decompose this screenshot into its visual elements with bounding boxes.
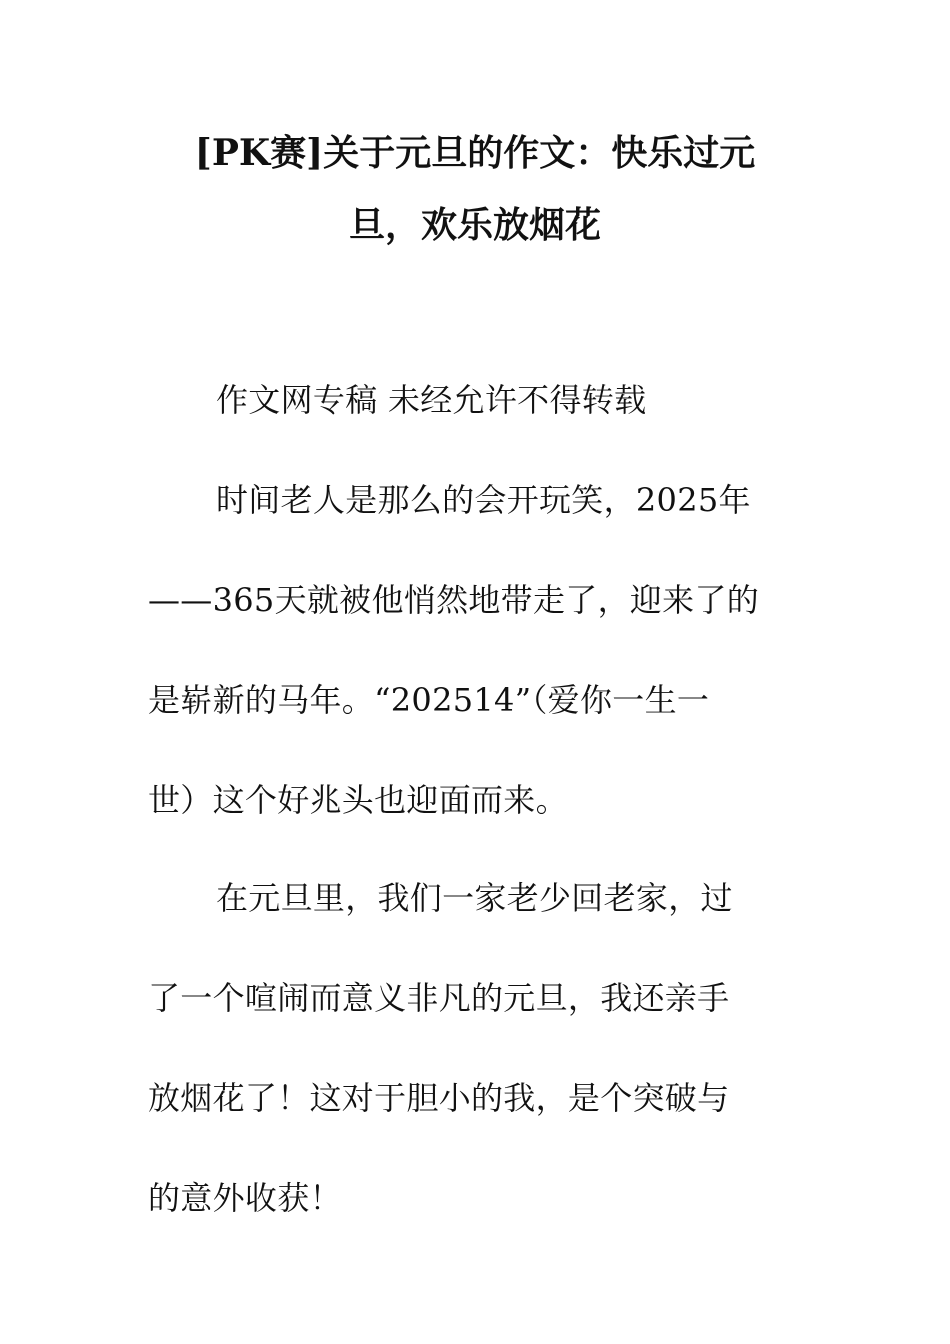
paragraph-1-line-1: 时间老人是那么的会开玩笑，2025年 (216, 481, 751, 519)
paragraph-2-line-3: 放烟花了！这对于胆小的我，是个突破与 (148, 1079, 730, 1117)
paragraph-2-line-4: 的意外收获！ (148, 1179, 342, 1217)
paragraph-1-line-3: 是崭新的马年。“202514”（爱你一生一 (148, 681, 710, 719)
paragraph-1-line-2: ——365天就被他悄然地带走了，迎来了的 (148, 581, 760, 619)
paragraph-1-line-4: 世）这个好兆头也迎面而来。 (148, 781, 568, 819)
document-title (120, 117, 830, 261)
title-line-2: 旦，欢乐放烟花 (348, 204, 601, 246)
title-line-1: [PK赛]关于元旦的作文：快乐过元 (194, 132, 756, 174)
byline: 作文网专稿 未经允许不得转载 (216, 381, 647, 419)
paragraph-2-line-1: 在元旦里，我们一家老少回老家，过 (216, 879, 733, 917)
paragraph-2-line-2: 了一个喧闹而意义非凡的元旦，我还亲手 (148, 979, 730, 1017)
